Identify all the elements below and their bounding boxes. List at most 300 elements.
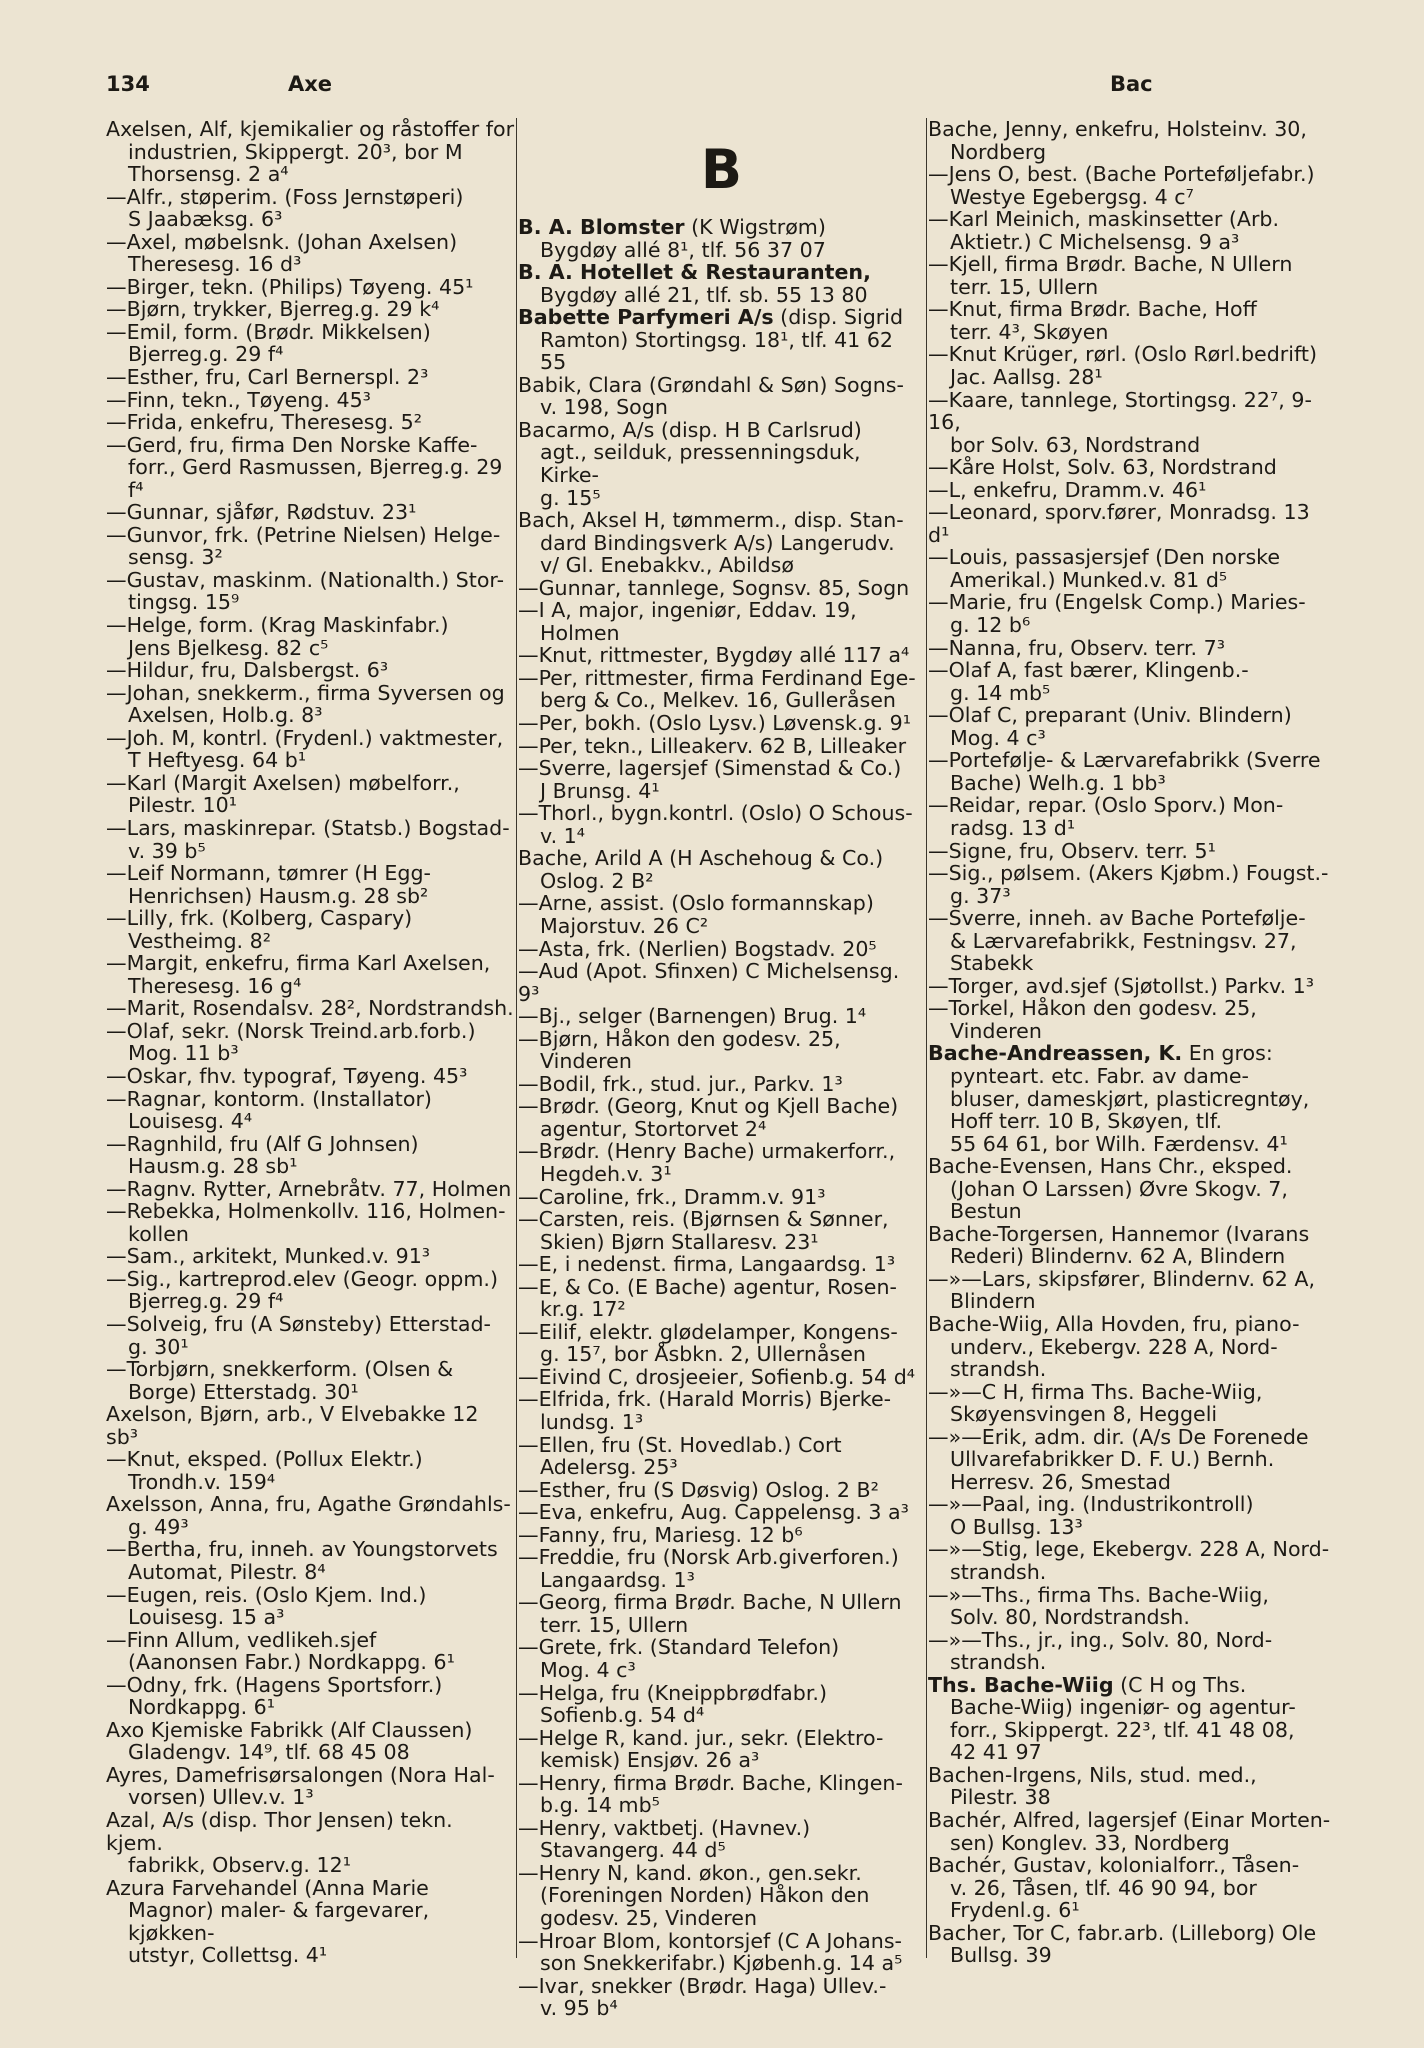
entry-continuation: Solv. 80, Nordstrandsh. (950, 1605, 1190, 1630)
entry-line: —Alfr., støperim. (Foss Jernstøperi) (106, 184, 464, 209)
entry-line: —Gustav, maskinm. (Nationalth.) Stor- (106, 567, 504, 592)
entry-line: —Esther, fru, Carl Bernerspl. 2³ (106, 365, 429, 390)
entry-line: —Eilif, elektr. glødelamper, Kongens- (518, 1319, 898, 1344)
directory-entry (928, 163, 1336, 208)
entry-line: —Sverre, lagersjef (Simenstad & Co.) (518, 756, 902, 781)
entry-continuation: Stavangerg. 44 d⁵ (540, 1838, 726, 1863)
entry-continuation: forr., Skippergt. 22³, tlf. 41 48 08, (950, 1717, 1295, 1742)
directory-entry (928, 862, 1336, 907)
entry-continuation: Hausm.g. 28 sb¹ (128, 1154, 298, 1179)
entry-continuation: Langaardsg. 1³ (540, 1567, 695, 1592)
entry-line: —Bjørn, Håkon den godesv. 25, (518, 1026, 841, 1051)
entry-line: —»—Ths., firma Ths. Bache-Wiig, (928, 1582, 1269, 1607)
entry-line: —Finn, tekn., Tøyeng. 45³ (106, 387, 371, 412)
directory-entry (106, 1538, 516, 1583)
entry-line: —Karl Meinich, maskinsetter (Arb. (928, 207, 1280, 232)
entry-continuation: utstyr, Collettsg. 4¹ (128, 1943, 328, 1968)
business-name: B. A. Blomster (518, 215, 685, 239)
entry-continuation: pynteart. etc. Fabr. av dame- (950, 1063, 1249, 1088)
directory-entry (928, 456, 1336, 479)
directory-entry (106, 1358, 516, 1403)
entry-line: —Helge R, kand. jur., sekr. (Elektro- (518, 1725, 884, 1750)
directory-entry (106, 1178, 516, 1201)
directory-entry (928, 1584, 1336, 1629)
entry-line: B. A. Blomster (K Wigstrøm) (518, 215, 826, 239)
entry-continuation: Ullvarefabrikker D. F. U.) Bernh. (950, 1447, 1275, 1472)
directory-entry (518, 1591, 925, 1636)
entry-continuation: Vestheimg. 8² (128, 928, 271, 953)
directory-entry (518, 419, 925, 509)
entry-continuation: Bjerreg.g. 29 f⁴ (128, 1289, 284, 1314)
entry-continuation: Adelersg. 25³ (540, 1455, 678, 1480)
section-letter: B (700, 138, 743, 201)
entry-continuation: agentur, Stortorvet 2⁴ (540, 1116, 767, 1141)
entry-continuation: Nordberg (950, 139, 1047, 164)
entry-continuation: g. 49³ (128, 1514, 189, 1539)
directory-entry (928, 659, 1336, 704)
directory-entry (106, 614, 516, 659)
directory-entry (518, 644, 925, 667)
entry-continuation: Thorsensg. 2 a⁴ (128, 162, 289, 187)
column-3 (928, 118, 1336, 2038)
entry-line: Bache, Jenny, enkefru, Holsteinv. 30, (928, 118, 1307, 141)
entry-line: —»—C H, firma Ths. Bache-Wiig, (928, 1379, 1263, 1404)
entry-line: —Joh. M, kontrl. (Frydenl.) vaktmester, (106, 725, 504, 750)
entry-line: —Henry, vaktbetj. (Havnev.) (518, 1815, 811, 1840)
directory-entry (928, 1922, 1336, 1967)
entry-continuation: forr., Gerd Rasmussen, Bjerreg.g. 29 f⁴ (128, 455, 503, 502)
entry-line: —Henry, firma Brødr. Bache, Klingen- (518, 1770, 903, 1795)
entry-line: —Ragnar, kontorm. (Installator) (106, 1086, 432, 1111)
entry-line: —Fanny, fru, Mariesg. 12 b⁶ (518, 1522, 803, 1547)
column-divider (516, 118, 517, 1958)
entry-line: —Knut Krüger, rørl. (Oslo Rørl.bedrift) (928, 342, 1317, 367)
entry-continuation: strandsh. (950, 1357, 1047, 1382)
directory-entry (106, 276, 516, 299)
directory-entry (106, 1313, 516, 1358)
business-name: B. A. Hotellet & Restauranten, (518, 260, 871, 285)
directory-entry (106, 298, 516, 321)
entry-continuation: Skien) Bjørn Stallaresv. 23¹ (540, 1229, 819, 1254)
entry-continuation: v/ Gl. Enebakkv., Abildsø (540, 553, 794, 578)
entry-line: —Henry N, kand. økon., gen.sekr. (518, 1860, 862, 1885)
directory-entry (106, 321, 516, 366)
entry-continuation: Pilestr. 10¹ (128, 793, 238, 818)
entry-line: Azal, A/s (disp. Thor Jensen) tekn. kjem. (106, 1808, 453, 1855)
directory-entry (106, 1065, 516, 1088)
directory-entry (106, 1133, 516, 1178)
entry-continuation: O Bullsg. 13³ (950, 1514, 1083, 1539)
directory-entry (928, 1426, 1336, 1494)
directory-entry (928, 637, 1336, 660)
entry-line: —Axel, møbelsnk. (Johan Axelsen) (106, 229, 458, 254)
directory-entry (518, 802, 925, 847)
entry-continuation: S Jaabæksg. 6³ (128, 207, 283, 232)
entry-line: —Thorl., bygn.kontrl. (Oslo) O Schous- (518, 801, 913, 826)
entry-line: —Brødr. (Georg, Knut og Kjell Bache) (518, 1094, 899, 1119)
directory-entry (518, 1817, 925, 1862)
entry-continuation: Skøyensvingen 8, Heggeli (950, 1402, 1218, 1427)
entry-continuation: Magnor) maler- & fargevarer, kjøkken- (128, 1898, 430, 1945)
directory-entry (518, 216, 925, 261)
entry-line: —Frida, enkefru, Theresesg. 5² (106, 410, 422, 435)
entry-line: —Aud (Apot. Sfinxen) C Michelsensg. 9³ (518, 959, 900, 1006)
directory-entry (518, 1253, 925, 1276)
directory-entry (106, 411, 516, 434)
entry-line: —Sig., kartreprod.elev (Geogr. oppm.) (106, 1266, 498, 1291)
entry-line: Axelson, Bjørn, arb., V Elvebakke 12 sb³ (106, 1402, 479, 1449)
entry-line: —Asta, frk. (Nerlien) Bogstadv. 20⁵ (518, 936, 877, 961)
entry-continuation: agt., seilduk, pressenningsduk, Kirke- (540, 440, 861, 488)
directory-entry (928, 208, 1336, 253)
business-name: Ths. Bache-Wiig (928, 1672, 1114, 1697)
entry-continuation: Louisesg. 4⁴ (128, 1109, 253, 1134)
entry-continuation: 42 41 97 (950, 1740, 1042, 1765)
directory-entry (928, 1629, 1336, 1674)
entry-line: Bache-Andreassen, K. En gros: (928, 1041, 1273, 1066)
directory-entry (518, 1388, 925, 1433)
entry-line: —Olaf C, preparant (Univ. Blindern) (928, 703, 1292, 728)
directory-entry (928, 591, 1336, 636)
entry-line: —Caroline, frk., Dramm.v. 91³ (518, 1184, 826, 1209)
entry-continuation: underv., Ekebergv. 228 A, Nord- (950, 1334, 1278, 1359)
entry-continuation: Nordkappg. 6¹ (128, 1695, 276, 1720)
directory-entry (106, 1088, 516, 1133)
entry-line: —Leonard, sporv.fører, Monradsg. 13 d¹ (928, 500, 1310, 547)
entry-line: —»—Paal, ing. (Industrikontroll) (928, 1492, 1254, 1517)
business-name: Babette Parfymeri A/s (518, 305, 774, 330)
directory-entry (106, 1629, 516, 1674)
entry-line: —»—Lars, skipsfører, Blindernv. 62 A, (928, 1266, 1316, 1291)
entry-continuation: v. 26, Tåsen, tlf. 46 90 94, bor (950, 1875, 1257, 1900)
entry-line: Bacarmo, A/s (disp. H B Carlsrud) (518, 417, 862, 442)
directory-entry (106, 817, 516, 862)
business-name: Bache-Andreassen, K. (928, 1041, 1183, 1066)
page-number: 134 (106, 72, 150, 96)
directory-entry (928, 501, 1336, 546)
entry-line: —E, & Co. (E Bache) agentur, Rosen- (518, 1274, 897, 1299)
column-divider (926, 118, 927, 1958)
entry-line: —Gunnar, tannlege, Sognsv. 85, Sogn (518, 575, 910, 600)
entry-continuation: b.g. 14 mb⁵ (540, 1793, 660, 1818)
directory-entry (106, 1493, 516, 1538)
header-left-word: Axe (288, 72, 333, 96)
entry-line: —Sam., arkitekt, Munked.v. 91³ (106, 1244, 431, 1269)
entry-continuation: sensg. 3² (128, 545, 223, 570)
directory-entry (518, 1546, 925, 1591)
entry-continuation: (Johan O Larssen) Øvre Skogv. 7, (950, 1176, 1288, 1201)
entry-line: —Lars, maskinrepar. (Statsb.) Bogstad- (106, 815, 510, 840)
entry-continuation: kemisk) Ensjøv. 26 a³ (540, 1748, 760, 1773)
entry-line: —»—Ths., jr., ing., Solv. 80, Nord- (928, 1627, 1273, 1652)
directory-entry (106, 772, 516, 817)
entry-continuation: Sofienb.g. 54 d⁴ (540, 1703, 705, 1728)
directory-entry (518, 1930, 925, 1975)
entry-continuation: Majorstuv. 26 C² (540, 913, 709, 938)
entry-continuation: Jens Bjelkesg. 82 c⁵ (128, 635, 329, 660)
entry-line: —Odny, frk. (Hagens Sportsforr.) (106, 1672, 443, 1697)
directory-entry (518, 261, 925, 306)
directory-entry (106, 907, 516, 952)
entry-line: —Eugen, reis. (Oslo Kjem. Ind.) (106, 1582, 427, 1607)
entry-continuation: tingsg. 15⁹ (128, 590, 240, 615)
directory-entry (928, 118, 1336, 163)
directory-entry (518, 960, 925, 1005)
directory-entry (106, 1448, 516, 1493)
entry-continuation: strandsh. (950, 1560, 1047, 1584)
directory-entry (928, 1042, 1336, 1155)
entry-line: —Brødr. (Henry Bache) urmakerforr., (518, 1139, 896, 1164)
entry-continuation: Automat, Pilestr. 8⁴ (128, 1560, 326, 1584)
entry-line: Bache-Torgersen, Hannemor (Ivarans (928, 1221, 1310, 1246)
directory-entry (928, 1809, 1336, 1854)
entry-line: —Per, tekn., Lilleakerv. 62 B, Lilleaker (518, 733, 907, 758)
entry-line: —Knut, eksped. (Pollux Elektr.) (106, 1447, 423, 1472)
entry-continuation: Hoff terr. 10 B, Skøyen, tlf. (950, 1109, 1223, 1134)
entry-continuation: g. 37³ (950, 883, 1011, 908)
directory-entry (106, 231, 516, 276)
directory-entry (106, 1584, 516, 1629)
entry-line: —»—Stig, lege, Ekebergv. 228 A, Nord- (928, 1537, 1330, 1562)
entry-line: —Esther, fru (S Døsvig) Oslog. 2 B² (518, 1477, 879, 1502)
entry-continuation: Amerikal.) Munked.v. 81 d⁵ (950, 567, 1228, 592)
entry-line: Babette Parfymeri A/s (disp. Sigrid (518, 305, 904, 330)
directory-entry (518, 1073, 925, 1096)
directory-entry (106, 997, 516, 1020)
entry-line: —Portefølje- & Lærvarefabrikk (Sverre (928, 748, 1321, 773)
entry-line: —Hildur, fru, Dalsbergst. 6³ (106, 658, 389, 683)
entry-line: —Ivar, snekker (Brødr. Haga) Ullev.- (518, 1973, 887, 1998)
column-1 (106, 118, 516, 2038)
directory-entry (106, 1809, 516, 1877)
entry-continuation: kollen (128, 1221, 189, 1246)
directory-entry (518, 1975, 925, 2020)
entry-line: Azura Farvehandel (Anna Marie (106, 1875, 429, 1900)
directory-entry (106, 1268, 516, 1313)
entry-continuation: 55 64 61, bor Wilh. Færdensv. 4¹ (950, 1131, 1288, 1156)
directory-entry (518, 1434, 925, 1479)
entry-continuation: kr.g. 17² (540, 1297, 626, 1322)
entry-line: Bache-Wiig, Alla Hovden, fru, piano- (928, 1311, 1300, 1336)
directory-entry (518, 735, 925, 758)
directory-entry (518, 1321, 925, 1366)
entry-continuation: Westye Egebergsg. 4 c⁷ (950, 184, 1194, 209)
directory-entry (928, 1493, 1336, 1538)
directory-entry (928, 1764, 1336, 1809)
directory-entry (928, 1313, 1336, 1381)
directory-entry (106, 118, 516, 186)
entry-line: —Torger, avd.sjef (Sjøtollst.) Parkv. 1³ (928, 973, 1315, 998)
entry-line: —Louis, passasjersjef (Den norske (928, 545, 1281, 570)
entry-line: —Olaf, sekr. (Norsk Treind.arb.forb.) (106, 1018, 476, 1043)
entry-continuation: Louisesg. 15 a³ (128, 1605, 285, 1630)
entry-continuation: Aktietr.) C Michelsensg. 9 a³ (950, 229, 1240, 254)
entry-line: —Finn Allum, vedlikeh.sjef (106, 1627, 377, 1652)
entry-line: —Marit, Rosendalsv. 28², Nordstrandsh. (106, 996, 514, 1021)
entry-continuation: Frydenl.g. 6¹ (950, 1898, 1080, 1923)
entry-continuation: Ramton) Stortingsg. 18¹, tlf. 41 62 55 (540, 327, 894, 375)
directory-entry (518, 1682, 925, 1727)
entry-line: —Leif Normann, tømrer (H Egg- (106, 861, 431, 886)
entry-line: —Bodil, frk., stud. jur., Parkv. 1³ (518, 1071, 843, 1096)
entry-continuation: Axelsen, Holb.g. 8³ (128, 703, 323, 728)
directory-entry (106, 1877, 516, 1967)
directory-entry (106, 682, 516, 727)
entry-line: —Sig., pølsem. (Akers Kjøbm.) Fougst.- (928, 861, 1329, 886)
entry-line: —Per, rittmester, firma Ferdinand Ege- (518, 665, 916, 690)
entry-line: —Eivind C, drosjeeier, Sofienb.g. 54 d⁴ (518, 1364, 916, 1389)
directory-entry (518, 577, 925, 600)
directory-entry (928, 704, 1336, 749)
entry-continuation: fabrikk, Observ.g. 12¹ (128, 1853, 351, 1878)
directory-entry (106, 1020, 516, 1065)
entry-line: —Olaf A, fast bærer, Klingenb.- (928, 658, 1249, 683)
directory-entry (106, 389, 516, 412)
directory-entry (518, 1772, 925, 1817)
entry-line: Bacher, Tor C, fabr.arb. (Lilleborg) Ole (928, 1920, 1317, 1945)
directory-entry (518, 892, 925, 937)
directory-entry (106, 952, 516, 997)
entry-continuation: Jac. Aallsg. 28¹ (950, 365, 1103, 390)
entry-line: Axelsen, Alf, kjemikalier og råstoffer for (106, 118, 515, 141)
entry-line: —Marie, fru (Engelsk Comp.) Maries- (928, 590, 1306, 615)
entry-line: Ths. Bache-Wiig (C H og Ths. (928, 1672, 1247, 1697)
entry-line: —Helga, fru (Kneippbrødfabr.) (518, 1680, 828, 1705)
directory-entry (106, 727, 516, 772)
entry-line: —Lilly, frk. (Kolberg, Caspary) (106, 906, 413, 931)
header-right-word: Bac (1110, 72, 1153, 96)
entry-line: Babik, Clara (Grøndahl & Søn) Sogns- (518, 372, 904, 397)
entry-continuation: g. 12 b⁶ (950, 613, 1031, 638)
entry-line: —Gunnar, sjåfør, Rødstuv. 23¹ (106, 500, 417, 525)
directory-entry (928, 1538, 1336, 1583)
directory-entry (106, 366, 516, 389)
entry-line: —Bertha, fru, inneh. av Youngstorvets (106, 1537, 498, 1562)
entry-line: —Signe, fru, Observ. terr. 5¹ (928, 838, 1216, 863)
directory-entry (106, 1245, 516, 1268)
entry-continuation: Bygdøy allé 21, tlf. sb. 55 13 80 (540, 282, 868, 307)
entry-continuation: godesv. 25, Vinderen (540, 1906, 758, 1931)
entry-line: —Helge, form. (Krag Maskinfabr.) (106, 613, 449, 638)
entry-line: Bache-Evensen, Hans Chr., eksped. (928, 1154, 1293, 1179)
entry-continuation: g. 14 mb⁵ (950, 680, 1051, 705)
entry-line (518, 261, 925, 284)
directory-entry (518, 1276, 925, 1321)
entry-line: —Elfrida, frk. (Harald Morris) Bjerke- (518, 1387, 892, 1412)
entry-line: —Hroar Blom, kontorsjef (C A Johans- (518, 1928, 902, 1953)
directory-entry (928, 840, 1336, 863)
entry-continuation: Bestun (950, 1199, 1022, 1224)
entry-line: —Nanna, fru, Observ. terr. 7³ (928, 635, 1225, 660)
entry-continuation: terr. 15, Ullern (540, 1612, 689, 1637)
entry-line: —Ragnv. Rytter, Arnebråtv. 77, Holmen (106, 1176, 512, 1201)
directory-entry (518, 1208, 925, 1253)
entry-continuation: Mog. 4 c³ (540, 1658, 636, 1682)
directory-entry (518, 757, 925, 802)
entry-line: —Margit, enkefru, firma Karl Axelsen, (106, 951, 491, 976)
entry-line: —Ragnhild, fru (Alf G Johnsen) (106, 1131, 419, 1156)
directory-entry (518, 712, 925, 735)
entry-line: —Freddie, fru (Norsk Arb.giverforen.) (518, 1545, 899, 1570)
entry-line: —Gunvor, frk. (Petrine Nielsen) Helge- (106, 522, 501, 547)
entry-continuation: Bache-Wiig) ingeniør- og agentur- (950, 1695, 1296, 1720)
directory-entry (518, 1366, 925, 1389)
directory-entry (518, 1140, 925, 1185)
directory-entry (106, 1764, 516, 1809)
directory-entry (106, 1403, 516, 1448)
entry-continuation: g. 15⁵ (540, 485, 601, 510)
entry-continuation: g. 30¹ (128, 1334, 189, 1359)
entry-continuation: lundsg. 1³ (540, 1409, 644, 1434)
directory-entry (928, 546, 1336, 591)
entry-continuation: T Heftyesg. 64 b¹ (128, 748, 307, 773)
directory-entry (518, 1636, 925, 1681)
entry-continuation: son Snekkerifabr.) Kjøbenh.g. 14 a⁵ (540, 1951, 903, 1976)
directory-entry (106, 862, 516, 907)
entry-continuation: Rederi) Blindernv. 62 A, Blindern (950, 1244, 1286, 1269)
entry-line: —Sverre, inneh. av Bache Portefølje- (928, 906, 1306, 931)
entry-continuation: (Aanonsen Fabr.) Nordkappg. 6¹ (128, 1650, 455, 1675)
entry-line: —Kaare, tannlege, Stortingsg. 22⁷, 9-16, (928, 387, 1312, 435)
entry-line: Bache, Arild A (H Aschehoug & Co.) (518, 846, 884, 871)
directory-entry (928, 975, 1336, 998)
entry-continuation: v. 198, Sogn (540, 395, 668, 420)
entry-continuation: Hegdeh.v. 3¹ (540, 1161, 672, 1186)
directory-entry (518, 306, 925, 374)
entry-line: —L, enkefru, Dramm.v. 46¹ (928, 477, 1207, 502)
entry-continuation: Mog. 11 b³ (128, 1041, 239, 1066)
entry-line: —Emil, form. (Brødr. Mikkelsen) (106, 319, 431, 344)
directory-entry (928, 1223, 1336, 1268)
entry-continuation: Theresesg. 16 d³ (128, 252, 302, 277)
entry-continuation: radsg. 13 d¹ (950, 815, 1076, 840)
entry-continuation: bor Solv. 63, Nordstrand (950, 432, 1201, 457)
directory-entry (106, 524, 516, 569)
entry-line: Bachér, Gustav, kolonialforr., Tåsen- (928, 1853, 1300, 1878)
entry-continuation: Blindern (950, 1289, 1036, 1314)
directory-entry (518, 667, 925, 712)
entry-continuation: Henrichsen) Hausm.g. 28 sb² (128, 883, 429, 908)
entry-continuation: dard Bindingsverk A/s) Langerudv. (540, 530, 895, 555)
directory-entry (928, 1155, 1336, 1223)
directory-entry (106, 1719, 516, 1764)
entry-continuation: Bache) Welh.g. 1 bb³ (950, 770, 1166, 795)
directory-entry (928, 343, 1336, 388)
directory-entry (518, 599, 925, 644)
entry-continuation: sen) Konglev. 33, Nordberg (950, 1830, 1230, 1855)
entry-continuation: Vinderen (540, 1049, 632, 1074)
entry-continuation: v. 39 b⁵ (128, 838, 206, 863)
directory-entry (518, 1095, 925, 1140)
entry-continuation: Pilestr. 38 (950, 1785, 1051, 1810)
entry-continuation: berg & Co., Melkev. 16, Gulleråsen (540, 688, 896, 713)
entry-line: Axelsson, Anna, fru, Agathe Grøndahls- (106, 1492, 511, 1517)
directory-entry (928, 794, 1336, 839)
entry-continuation: v. 95 b⁴ (540, 1996, 618, 2021)
entry-line: —Solveig, fru (A Sønsteby) Etterstad- (106, 1311, 491, 1336)
entry-continuation: (Foreningen Norden) Håkon den (540, 1883, 870, 1908)
entry-line: —Bjørn, trykker, Bjerreg.g. 29 k⁴ (106, 297, 440, 322)
entry-continuation: & Lærvarefabrikk, Festningsv. 27, (950, 928, 1297, 953)
entry-continuation: Bullsg. 39 (950, 1943, 1052, 1968)
entry-line: —Rebekka, Holmenkollv. 116, Holmen- (106, 1199, 506, 1224)
directory-entry (928, 907, 1336, 975)
entry-continuation: Theresesg. 16 g⁴ (128, 973, 302, 998)
directory-entry (106, 434, 516, 502)
directory-entry (928, 1381, 1336, 1426)
entry-continuation: Borge) Etterstadg. 30¹ (128, 1379, 359, 1404)
entry-line: —Knut, rittmester, Bygdøy allé 117 a⁴ (518, 643, 910, 668)
